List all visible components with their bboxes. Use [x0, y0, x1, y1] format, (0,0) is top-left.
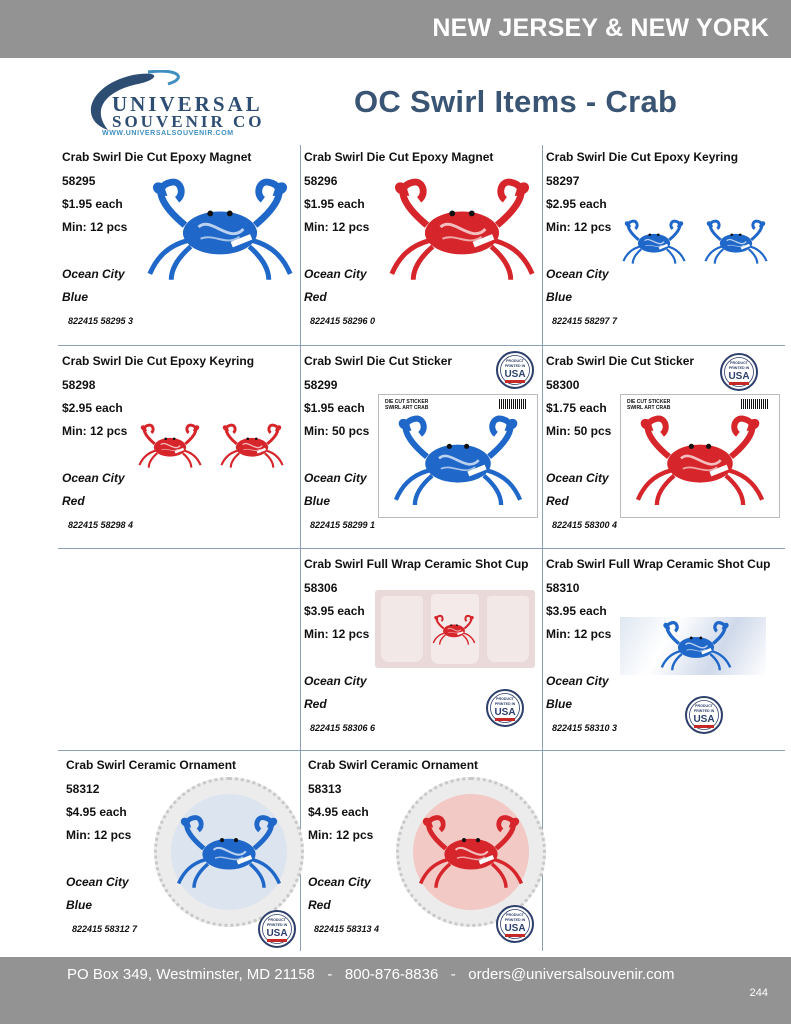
product-name: Crab Swirl Die Cut Epoxy Keyring	[62, 354, 255, 368]
product-location: Ocean City	[62, 471, 125, 485]
logo-line1: UNIVERSAL	[112, 92, 263, 116]
product-price: $2.95 each	[62, 401, 123, 415]
product-min-qty: Min: 50 pcs	[304, 424, 370, 438]
shot-cup-photo	[375, 590, 535, 668]
svg-text:USA: USA	[504, 923, 526, 934]
crab-art-icon	[389, 411, 527, 511]
product-sku: 58295	[62, 174, 96, 188]
footer-bar	[0, 957, 791, 1024]
product-color: Blue	[304, 494, 331, 508]
product-sku: 58312	[66, 782, 100, 796]
svg-text:USA: USA	[494, 707, 516, 718]
product-sku: 58299	[304, 378, 338, 392]
product-price: $4.95 each	[66, 805, 127, 819]
product-location: Ocean City	[546, 471, 609, 485]
product-color: Red	[308, 898, 331, 912]
svg-text:PRODUCT: PRODUCT	[506, 913, 524, 917]
product-name: Crab Swirl Full Wrap Ceramic Shot Cup	[304, 557, 529, 571]
product-color: Blue	[66, 898, 93, 912]
product-name: Crab Swirl Die Cut Epoxy Magnet	[304, 150, 494, 164]
crab-art-icon	[631, 411, 769, 511]
crab-art-icon	[136, 421, 204, 471]
svg-text:PRODUCT: PRODUCT	[695, 704, 713, 708]
product-cell	[58, 349, 300, 549]
product-name: Crab Swirl Ceramic Ornament	[66, 758, 237, 772]
product-upc: 822415 58313 4	[314, 924, 380, 934]
product-cell	[58, 145, 300, 345]
product-min-qty: Min: 12 pcs	[62, 220, 128, 234]
crab-art-icon	[620, 217, 688, 267]
product-cell	[542, 349, 784, 549]
product-upc: 822415 58296 0	[310, 316, 376, 326]
crab-art-icon	[431, 610, 477, 650]
sticker-card-label: DIE CUT STICKER SWIRL ART CRAB	[385, 399, 429, 411]
made-in-usa-badge-icon	[720, 353, 758, 391]
region-title: NEW JERSEY & NEW YORK	[432, 14, 769, 42]
svg-text:PRODUCT: PRODUCT	[506, 359, 524, 363]
svg-text:PRINTED IN: PRINTED IN	[693, 709, 715, 713]
product-color: Red	[304, 697, 327, 711]
product-min-qty: Min: 12 pcs	[304, 627, 370, 641]
product-name: Crab Swirl Die Cut Epoxy Keyring	[546, 150, 739, 164]
product-price: $1.95 each	[304, 401, 365, 415]
svg-text:PRODUCT: PRODUCT	[268, 918, 286, 922]
svg-text:USA: USA	[693, 714, 715, 725]
crab-art-icon	[142, 175, 298, 285]
product-price: $3.95 each	[546, 604, 607, 618]
product-min-qty: Min: 12 pcs	[546, 220, 612, 234]
ornament-photo	[154, 777, 304, 927]
product-upc: 822415 58306 6	[310, 723, 376, 733]
page-number: 244	[749, 987, 768, 999]
product-min-qty: Min: 12 pcs	[304, 220, 370, 234]
svg-text:PRINTED IN: PRINTED IN	[266, 923, 288, 927]
product-min-qty: Min: 12 pcs	[308, 828, 374, 842]
logo-url: WWW.UNIVERSALSOUVENIR.COM	[102, 130, 234, 137]
product-price: $3.95 each	[304, 604, 365, 618]
product-sku: 58296	[304, 174, 338, 188]
svg-text:USA: USA	[266, 928, 288, 939]
crab-art-icon	[218, 421, 286, 471]
shot-cup-wrap-art	[620, 617, 766, 675]
product-min-qty: Min: 12 pcs	[66, 828, 132, 842]
product-price: $2.95 each	[546, 197, 607, 211]
product-color: Blue	[62, 290, 89, 304]
product-upc: 822415 58300 4	[552, 520, 618, 530]
footer-contact: PO Box 349, Westminster, MD 21158 - 800-876-8836 - orders@universalsouvenir.com	[67, 966, 675, 983]
product-cell	[304, 753, 546, 953]
product-price: $4.95 each	[308, 805, 369, 819]
company-logo	[78, 70, 268, 140]
product-location: Ocean City	[546, 267, 609, 281]
page-title: OC Swirl Items - Crab	[354, 84, 678, 119]
product-cell	[62, 753, 304, 953]
product-upc: 822415 58298 4	[68, 520, 134, 530]
product-location: Ocean City	[66, 875, 129, 889]
barcode-icon	[741, 399, 769, 409]
product-sku: 58313	[308, 782, 342, 796]
product-price: $1.75 each	[546, 401, 607, 415]
product-name: Crab Swirl Die Cut Sticker	[304, 354, 453, 368]
barcode-icon	[499, 399, 527, 409]
svg-text:PRODUCT: PRODUCT	[730, 361, 748, 365]
product-location: Ocean City	[304, 267, 367, 281]
product-cell	[542, 145, 784, 345]
svg-text:PRODUCT: PRODUCT	[496, 697, 514, 701]
svg-text:PRINTED IN: PRINTED IN	[504, 918, 526, 922]
product-sku: 58300	[546, 378, 580, 392]
made-in-usa-badge-icon	[685, 696, 723, 734]
product-location: Ocean City	[546, 674, 609, 688]
grid-divider	[58, 345, 785, 346]
product-min-qty: Min: 12 pcs	[546, 627, 612, 641]
product-name: Crab Swirl Die Cut Epoxy Magnet	[62, 150, 252, 164]
svg-text:PRINTED IN: PRINTED IN	[504, 364, 526, 368]
product-location: Ocean City	[304, 674, 367, 688]
logo-line2: SOUVENIR CO	[112, 112, 265, 131]
product-sku: 58306	[304, 581, 338, 595]
product-location: Ocean City	[62, 267, 125, 281]
product-cell	[300, 145, 542, 345]
product-sku: 58310	[546, 581, 580, 595]
product-min-qty: Min: 12 pcs	[62, 424, 128, 438]
product-name: Crab Swirl Die Cut Sticker	[546, 354, 695, 368]
product-color: Blue	[546, 697, 573, 711]
product-cell	[300, 349, 542, 549]
product-upc: 822415 58299 1	[310, 520, 376, 530]
svg-text:USA: USA	[504, 369, 526, 380]
product-upc: 822415 58295 3	[68, 316, 134, 326]
made-in-usa-badge-icon	[486, 689, 524, 727]
svg-text:PRINTED IN: PRINTED IN	[728, 366, 750, 370]
product-price: $1.95 each	[62, 197, 123, 211]
product-location: Ocean City	[308, 875, 371, 889]
product-upc: 822415 58297 7	[552, 316, 618, 326]
crab-art-icon	[173, 810, 285, 894]
header-bar	[0, 0, 791, 58]
product-name: Crab Swirl Ceramic Ornament	[308, 758, 479, 772]
product-name: Crab Swirl Full Wrap Ceramic Shot Cup	[546, 557, 771, 571]
product-color: Blue	[546, 290, 573, 304]
product-color: Red	[546, 494, 569, 508]
made-in-usa-badge-icon	[496, 351, 534, 389]
product-cell	[300, 552, 542, 752]
product-cell	[542, 552, 784, 752]
product-color: Red	[62, 494, 85, 508]
product-sku: 58297	[546, 174, 580, 188]
made-in-usa-badge-icon	[258, 910, 296, 948]
crab-art-icon	[658, 619, 734, 673]
svg-text:USA: USA	[728, 371, 750, 382]
svg-text:PRINTED IN: PRINTED IN	[494, 702, 516, 706]
crab-art-icon	[415, 810, 527, 894]
sticker-card-label: DIE CUT STICKER SWIRL ART CRAB	[627, 399, 671, 411]
product-min-qty: Min: 50 pcs	[546, 424, 612, 438]
made-in-usa-badge-icon	[496, 905, 534, 943]
crab-art-icon	[702, 217, 770, 267]
product-location: Ocean City	[304, 471, 367, 485]
product-upc: 822415 58312 7	[72, 924, 138, 934]
crab-art-icon	[384, 175, 540, 285]
product-color: Red	[304, 290, 327, 304]
product-sku: 58298	[62, 378, 96, 392]
product-upc: 822415 58310 3	[552, 723, 618, 733]
product-price: $1.95 each	[304, 197, 365, 211]
